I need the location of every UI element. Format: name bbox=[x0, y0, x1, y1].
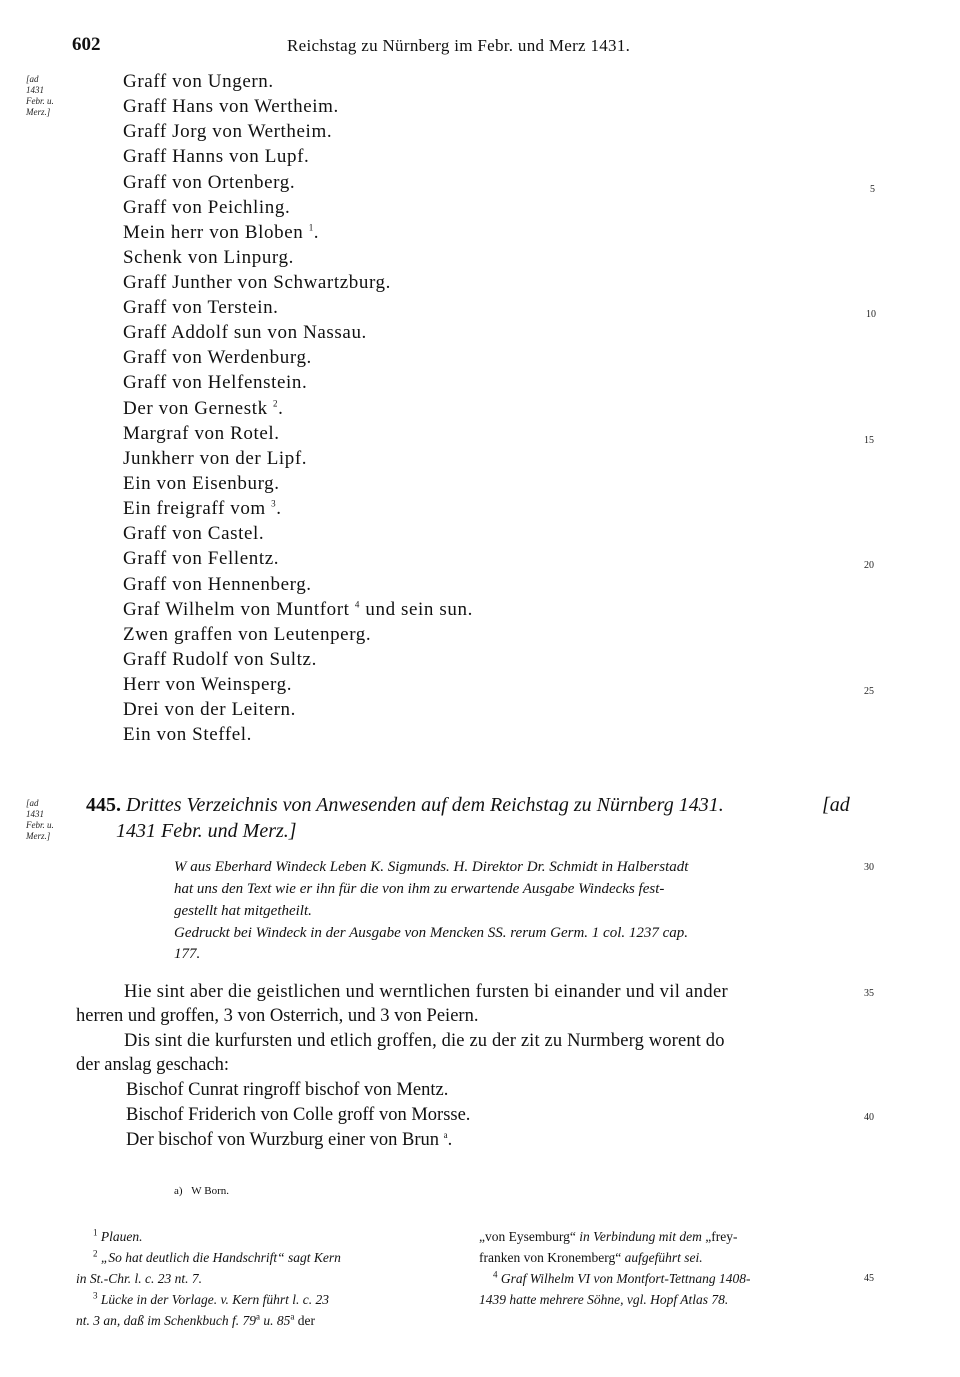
list-item-text: Mein herr von Bloben bbox=[123, 222, 304, 243]
print-line: 177. bbox=[174, 946, 201, 962]
list-item: Junkherr von der Lipf. bbox=[123, 448, 308, 469]
section-heading bbox=[86, 794, 724, 817]
line-number: 25 bbox=[864, 686, 874, 697]
list-item: Drei von der Leitern. bbox=[123, 699, 296, 720]
line-number: 10 bbox=[866, 309, 876, 320]
footnote-4 bbox=[493, 1271, 751, 1287]
line-number: 45 bbox=[864, 1273, 874, 1284]
footnote-1 bbox=[93, 1229, 143, 1245]
list-item-continuation: und sein sun. bbox=[360, 599, 473, 620]
footnote-ref: 3 bbox=[271, 498, 277, 509]
section-title-continued: 1431 Febr. und Merz.] bbox=[116, 820, 297, 842]
line-number: 5 bbox=[870, 184, 875, 195]
section-number: 445. bbox=[86, 794, 121, 816]
margin-note-section bbox=[26, 798, 54, 842]
bishop-line: Bischof Cunrat ringroff bischof von Mentz. bbox=[126, 1080, 449, 1100]
line-number: 15 bbox=[864, 435, 874, 446]
bishop-text: Der bischof von Wurzburg einer von Brun bbox=[126, 1130, 440, 1150]
list-item: Graff von Werdenburg. bbox=[123, 347, 312, 368]
list-item: Graff Hanns von Lupf. bbox=[123, 146, 310, 167]
punctuation: . bbox=[276, 498, 282, 519]
list-item: Margraf von Rotel. bbox=[123, 423, 280, 444]
line-number: 20 bbox=[864, 560, 874, 571]
margin-note-line: Merz.] bbox=[26, 831, 51, 841]
list-item: Herr von Weinsperg. bbox=[123, 674, 293, 695]
margin-note-line: Febr. u. bbox=[26, 96, 54, 106]
apparatus-note bbox=[174, 1185, 229, 1197]
punctuation: . bbox=[278, 398, 284, 419]
list-item-text: Ein freigraff vom bbox=[123, 498, 266, 519]
apparatus-marker: a) bbox=[174, 1185, 183, 1197]
source-line: hat uns den Text wie er ihn für die von ihm zu erwartende Ausgabe Windecks fest- bbox=[174, 881, 665, 897]
footnote-number: 2 bbox=[93, 1248, 98, 1259]
footnote-text: franken von Kronemberg“ bbox=[479, 1250, 622, 1265]
list-item bbox=[123, 222, 319, 244]
list-item: Graff von Ortenberg. bbox=[123, 172, 296, 193]
footnote-text: aufgeführt sei. bbox=[621, 1250, 703, 1265]
list-item-text: Der von Gernestk bbox=[123, 398, 268, 419]
footnote-text: nt. 3 an, daß im Schenkbuch f. 79 bbox=[76, 1313, 256, 1328]
list-item bbox=[123, 498, 282, 520]
footnote-text: u. 85 bbox=[259, 1313, 291, 1328]
list-item: Graff von Helfenstein. bbox=[123, 372, 308, 393]
list-item: Graff von Peichling. bbox=[123, 197, 291, 218]
punctuation: . bbox=[313, 222, 320, 243]
list-item-text: Graf Wilhelm von Muntfort bbox=[123, 599, 350, 620]
list-item: Schenk von Linpurg. bbox=[123, 247, 294, 268]
footnote-text: Graf Wilhelm VI von Montfort-Tettnang 1408- bbox=[500, 1271, 751, 1286]
footnote-number: 3 bbox=[93, 1290, 98, 1301]
list-item: Graff von Fellentz. bbox=[123, 548, 280, 569]
running-title: Reichstag zu Nürnberg im Febr. und Merz 1431. bbox=[287, 36, 631, 55]
footnote-ref: 2 bbox=[273, 398, 279, 409]
footnote-text: Lücke in der Vorlage. v. Kern führt l. c. 23 bbox=[100, 1292, 329, 1307]
page-number: 602 bbox=[72, 34, 101, 55]
list-item: Graff Rudolf von Sultz. bbox=[123, 649, 317, 670]
footnote-2 bbox=[93, 1250, 341, 1266]
list-item: Graff von Ungern. bbox=[123, 71, 274, 92]
footnote-2-cont bbox=[76, 1271, 202, 1287]
list-item: Graff Addolf sun von Nassau. bbox=[123, 322, 367, 343]
footnote-3-cont-right bbox=[479, 1229, 737, 1245]
list-item: Graff von Hennenberg. bbox=[123, 574, 312, 595]
source-line: gestellt hat mitgetheilt. bbox=[174, 903, 312, 919]
list-item: Zwen graffen von Leutenperg. bbox=[123, 624, 372, 645]
footnote-sup: a bbox=[255, 1311, 260, 1322]
footnote-3 bbox=[93, 1292, 329, 1308]
footnote-text: „frey- bbox=[705, 1229, 738, 1244]
apparatus-text: W Born. bbox=[191, 1185, 229, 1197]
punctuation: . bbox=[447, 1130, 453, 1150]
line-number: 30 bbox=[864, 862, 874, 873]
footnote-number: 1 bbox=[93, 1227, 98, 1238]
list-item: Graff von Terstein. bbox=[123, 297, 279, 318]
source-line: W aus Eberhard Windeck Leben K. Sigmunds. H. Direktor Dr. Schmidt in Halberstadt bbox=[174, 859, 689, 875]
footnote-4-cont bbox=[479, 1292, 728, 1308]
footnote-text: Plauen. bbox=[100, 1229, 143, 1244]
list-item bbox=[123, 398, 284, 420]
margin-note-line: 1431 bbox=[26, 85, 44, 95]
print-line: Gedruckt bei Windeck in der Ausgabe von Mencken SS. rerum Germ. 1 col. 1237 cap. bbox=[174, 925, 689, 941]
apparatus-ref: a bbox=[443, 1129, 448, 1140]
margin-note-line: Febr. u. bbox=[26, 820, 54, 830]
footnote-text: in Verbindung mit dem bbox=[575, 1229, 706, 1244]
list-item: Graff Junther von Schwartzburg. bbox=[123, 272, 392, 293]
paragraph-line: Hie sint aber die geistlichen und werntlichen fursten bi einander und vil ander bbox=[124, 982, 729, 1002]
paragraph-line: der anslag geschach: bbox=[76, 1055, 230, 1075]
margin-note-line: 1431 bbox=[26, 809, 44, 819]
footnote-number: 4 bbox=[493, 1269, 498, 1280]
footnote-3-cont-right bbox=[479, 1250, 703, 1266]
list-item: Ein von Eisenburg. bbox=[123, 473, 280, 494]
margin-note-top bbox=[26, 74, 54, 118]
bishop-line bbox=[126, 1130, 452, 1151]
footnote-text: in St.-Chr. l. c. 23 nt. 7. bbox=[76, 1271, 203, 1286]
footnote-text: 1439 hatte mehrere Söhne, vgl. Hopf Atlas 78. bbox=[479, 1292, 729, 1307]
list-item: Graff Hans von Wertheim. bbox=[123, 96, 339, 117]
footnote-text: der bbox=[294, 1313, 315, 1328]
section-title-date: [ad bbox=[822, 794, 850, 816]
list-item: Graff von Castel. bbox=[123, 523, 265, 544]
footnote-3-cont bbox=[76, 1313, 315, 1329]
list-item bbox=[123, 599, 473, 621]
footnote-text: „So hat deutlich die Handschrift“ sagt Kern bbox=[100, 1250, 341, 1265]
list-item: Ein von Steffel. bbox=[123, 724, 253, 745]
margin-note-line: [ad bbox=[26, 74, 39, 84]
footnote-ref: 1 bbox=[308, 222, 314, 233]
list-item: Graff Jorg von Wertheim. bbox=[123, 121, 333, 142]
line-number: 35 bbox=[864, 988, 874, 999]
margin-note-line: Merz.] bbox=[26, 107, 51, 117]
line-number: 40 bbox=[864, 1112, 874, 1123]
footnote-sup: a bbox=[290, 1311, 295, 1322]
footnote-ref: 4 bbox=[354, 599, 361, 610]
margin-note-line: [ad bbox=[26, 798, 39, 808]
paragraph-line: herren und groffen, 3 von Osterrich, und 3 von Peiern. bbox=[76, 1006, 479, 1026]
bishop-line: Bischof Friderich von Colle groff von Morsse. bbox=[126, 1105, 471, 1125]
section-title: Drittes Verzeichnis von Anwesenden auf dem Reichstag zu Nürnberg 1431. bbox=[126, 794, 724, 816]
paragraph-line: Dis sint die kurfursten und etlich groffen, die zu der zit zu Nurmberg worent do bbox=[124, 1031, 725, 1051]
footnote-text: „von Eysemburg“ bbox=[479, 1229, 576, 1244]
